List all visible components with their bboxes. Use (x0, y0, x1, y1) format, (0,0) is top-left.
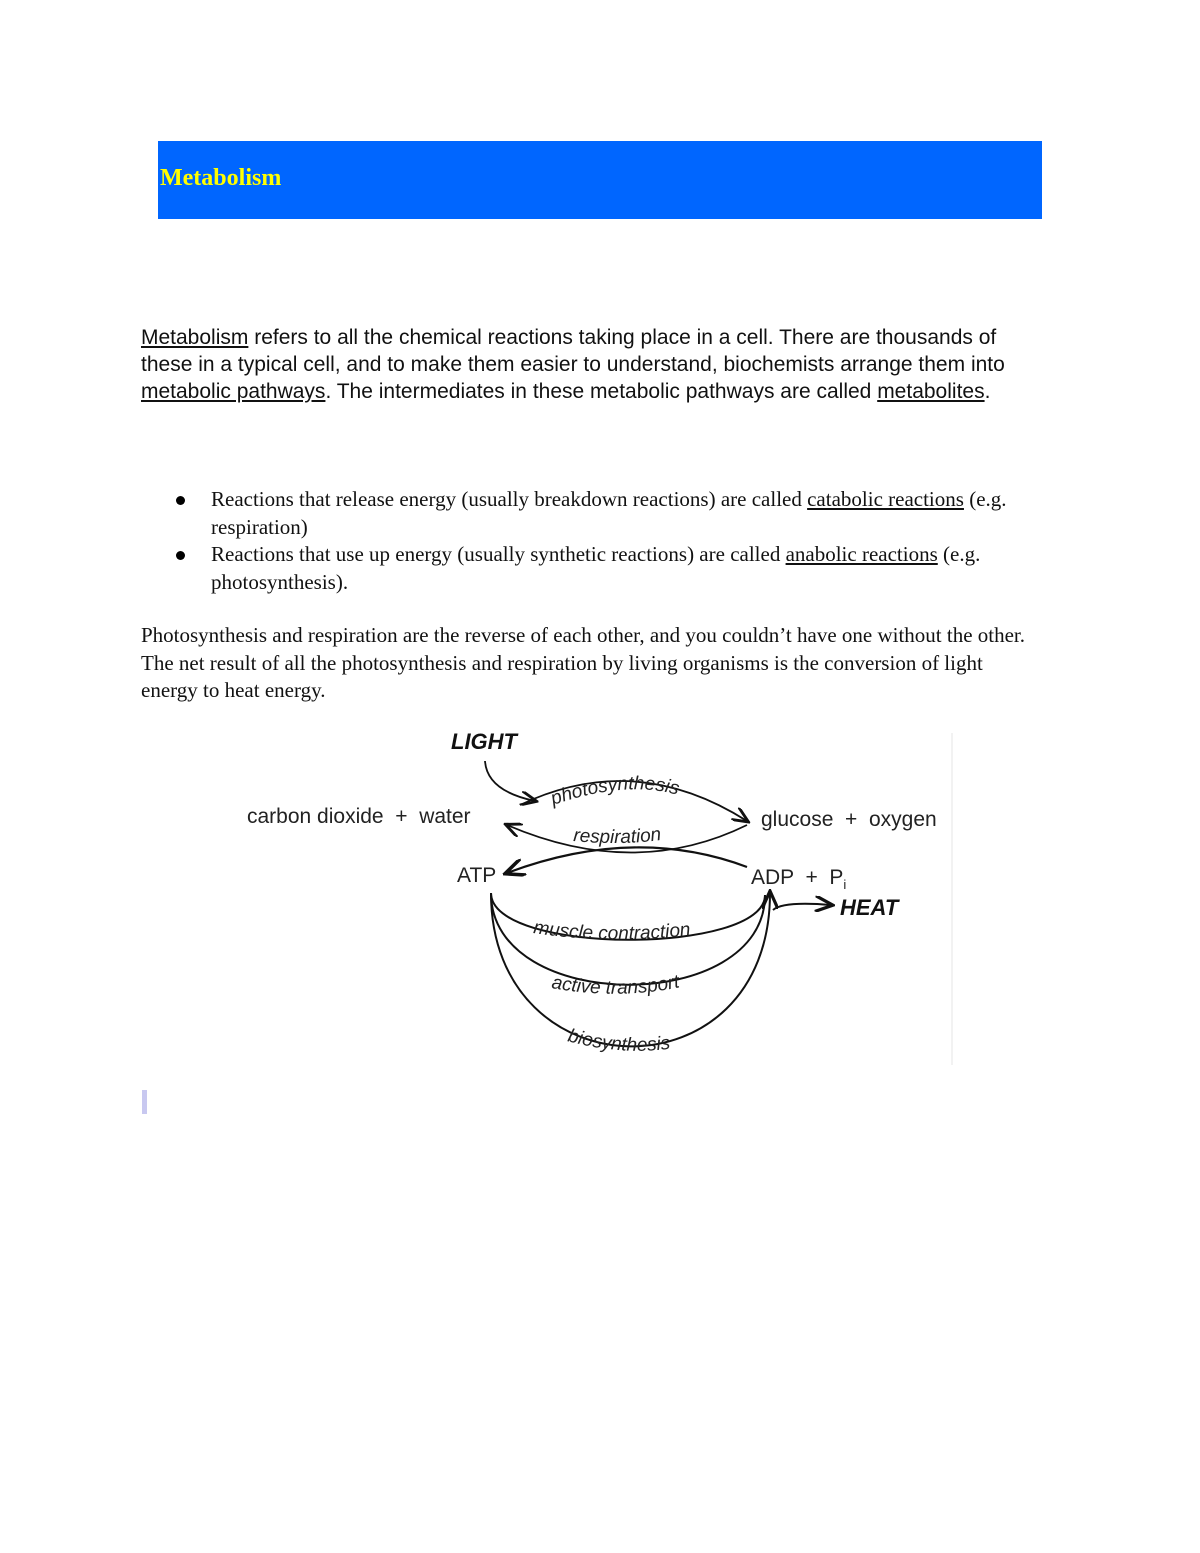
bullet-text: Reactions that use up energy (usually synthetic reactions) are called (211, 542, 786, 566)
title-banner (158, 141, 1042, 219)
summary-paragraph: Photosynthesis and respiration are the reverse of each other, and you couldn’t have one without the other. The net result of all the photosynthesis and respiration by living organisms is the conversion of light energy to heat energy. (141, 623, 1026, 702)
respiration-label: respiration (572, 824, 663, 849)
intro-text-3: . (984, 380, 991, 403)
active-transport-label: active transport (550, 971, 682, 999)
bullet-text: Reactions that release energy (usually breakdown reactions) are called (211, 487, 808, 511)
reaction-types-list (141, 486, 1021, 596)
term-catabolic: catabolic reactions (807, 487, 964, 511)
bullet-icon (176, 551, 185, 560)
intro-text-2: . The intermediates in these metabolic pathways are called (325, 380, 878, 403)
biosynthesis-loop (491, 893, 770, 1046)
bullet-icon (176, 496, 185, 505)
products-label: glucose + oxygen (761, 808, 937, 831)
term-metabolism: Metabolism (141, 326, 249, 349)
bullet-text-after: (e.g. photosynthesis). (211, 542, 981, 594)
muscle-contraction-label: muscle contraction (532, 917, 692, 945)
diagram-svg (235, 725, 955, 1070)
adp-label: ADP + $P_i$ (751, 866, 847, 892)
list-item-anabolic (141, 541, 1021, 596)
biosynthesis-label: biosynthesis (565, 1025, 672, 1056)
bullet-text-after: (e.g. respiration) (211, 487, 1007, 539)
term-anabolic: anabolic reactions (785, 542, 938, 566)
intro-paragraph (141, 324, 1021, 405)
text-cursor-marker (142, 1090, 147, 1114)
light-label: LIGHT (451, 729, 517, 754)
energy-cycle-diagram (235, 725, 955, 1070)
intro-text-1: refers to all the chemical reactions taking place in a cell. There are thousands of these in a typical cell, and to make them easier to understand, biochemists arrange them into (141, 326, 1005, 376)
reactants-label: carbon dioxide + water (247, 805, 471, 828)
heat-arrow (773, 904, 831, 910)
light-arrow (485, 761, 535, 801)
heat-label: HEAT (840, 895, 899, 920)
atp-synthesis-arrow (507, 847, 747, 873)
page-title: Metabolism (160, 165, 282, 191)
atp-label: ATP (457, 864, 497, 887)
list-item-catabolic (141, 486, 1021, 541)
term-metabolites: metabolites (877, 380, 985, 403)
term-metabolic-pathways: metabolic pathways (141, 380, 326, 403)
photosynthesis-label: photosynthesis (548, 773, 682, 810)
